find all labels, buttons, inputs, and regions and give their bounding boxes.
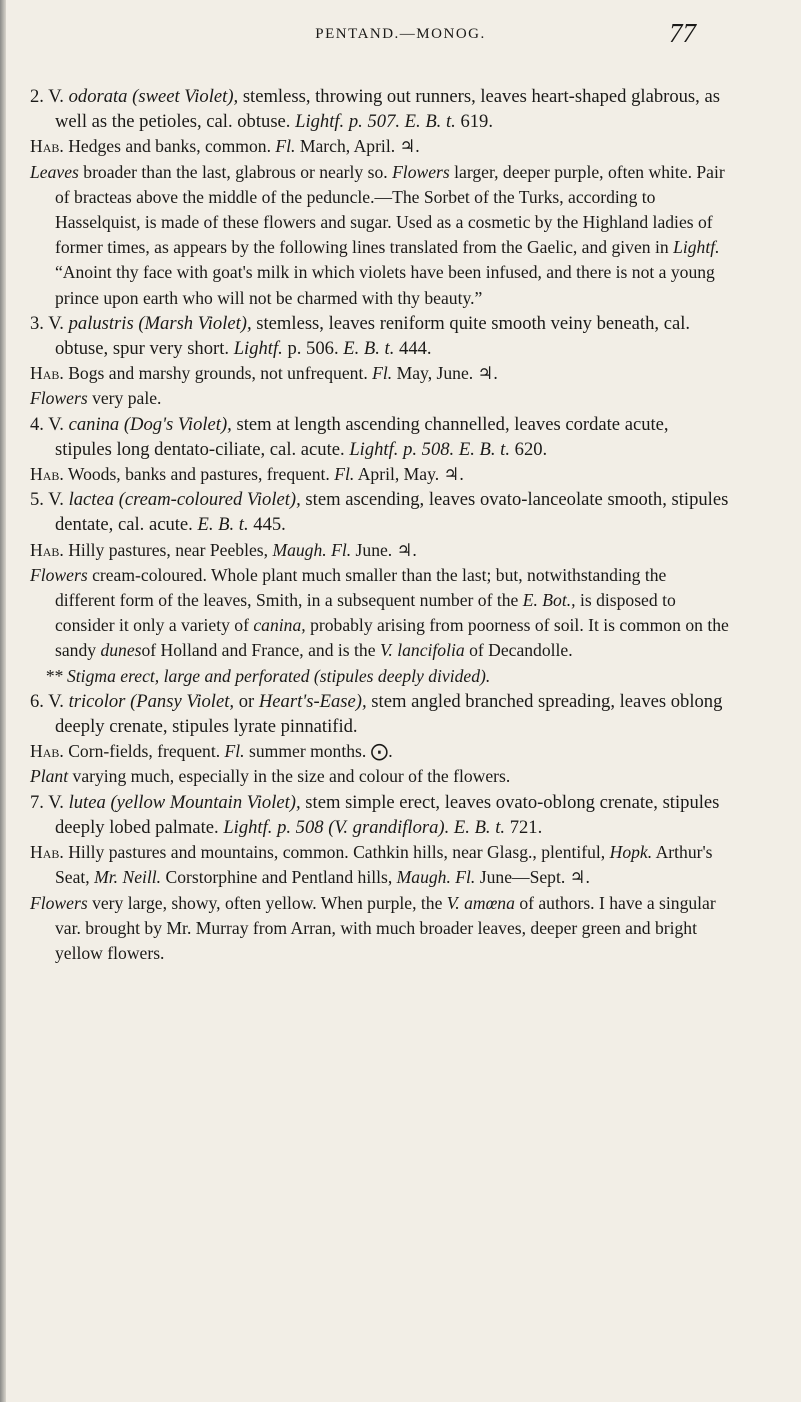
entry-viola-canina xyxy=(30,412,730,462)
common-name: (Pansy Violet, xyxy=(130,690,235,712)
reference-eb: E. B. t. xyxy=(453,816,506,838)
entry-number: 3. V. xyxy=(30,312,64,334)
flowering-label: Fl. xyxy=(372,363,393,384)
reference-eb: E. B. t. xyxy=(343,338,395,360)
entry-description: stem angled branched spreading, leaves oblong deeply crenate, stipules lyrate pinnatifid. xyxy=(55,690,723,738)
species-name: palustris xyxy=(68,312,134,334)
species-name: canina xyxy=(68,413,120,435)
note-text: broader than the last, glabrous or nearly so. xyxy=(83,161,388,182)
reference-eb-number: 721. xyxy=(509,816,543,838)
reference-author: Hopk. xyxy=(609,842,653,863)
species-name: lactea xyxy=(68,489,115,511)
entry-description: stemless, throwing out runners, leaves heart-shaped glabrous, as well as the petioles, cal. obtuse. xyxy=(55,86,720,133)
common-name: (Marsh Violet), xyxy=(138,312,252,334)
reference-page: p. 507. xyxy=(348,111,401,133)
habitat-tricolor xyxy=(30,739,730,764)
note-flowers-label: Flowers xyxy=(30,892,88,913)
note-text: very pale. xyxy=(92,388,162,409)
species-name: V. amœna xyxy=(446,892,515,913)
reference-eb: E. B. t. xyxy=(458,438,510,460)
reference-author: Lightf. xyxy=(673,237,720,258)
reference-eb: E. B. t. xyxy=(404,111,456,133)
entry-viola-odorata xyxy=(30,84,730,134)
page-number: 77 xyxy=(669,18,696,48)
habitat-text: Corn-fields, frequent. xyxy=(68,741,221,762)
note-lactea xyxy=(30,563,730,664)
reference-author: Mr. Neill. xyxy=(94,867,162,888)
flowering-label: Fl. xyxy=(334,464,355,485)
page-body xyxy=(30,84,730,966)
reference-eb: E. B. t. xyxy=(197,514,249,536)
reference-eb-number: 619. xyxy=(460,111,493,133)
habitat-label: Hab. xyxy=(30,464,64,485)
habitat-text: Hilly pastures and mountains, common. Cathkin hills, near Glasg., plentiful, xyxy=(68,842,606,863)
flowering-months: June. ♃. xyxy=(355,539,417,560)
reference-author: Lightf. xyxy=(349,438,399,460)
species-name: lutea xyxy=(68,791,106,813)
note-flowers-label: Flowers xyxy=(30,564,88,585)
reference-eb-number: 444. xyxy=(399,338,432,360)
note-quote: “Anoint thy face with goat's milk in which violets have been infused, and there is not a young prince upon earth who will not be charmed with thy beauty.” xyxy=(55,262,715,308)
habitat-text: Hilly pastures, near Peebles, xyxy=(68,539,269,560)
flowering-months: May, June. ♃. xyxy=(396,363,498,384)
entry-number: 5. V. xyxy=(30,489,64,511)
entry-viola-tricolor xyxy=(30,689,730,739)
page-header xyxy=(0,18,801,58)
habitat-label: Hab. xyxy=(30,539,64,560)
entry-description: stem simple erect, leaves ovato-oblong crenate, stipules deeply lobed palmate. xyxy=(55,791,720,838)
note-tricolor xyxy=(30,764,730,789)
note-lutea xyxy=(30,891,730,967)
entry-viola-lutea xyxy=(30,790,730,840)
reference-author: Lightf. xyxy=(295,111,345,133)
reference-author: Lightf. xyxy=(233,338,283,360)
note-text: varying much, especially in the size and colour of the flowers. xyxy=(72,766,511,787)
flowering-label: Fl. xyxy=(455,867,476,888)
reference-author: Maugh. xyxy=(272,539,327,560)
running-head: PENTAND.—MONOG. xyxy=(315,26,486,42)
habitat-lutea xyxy=(30,840,730,890)
flowering-label: Fl. xyxy=(331,539,352,560)
note-text: cream-coloured. Whole plant much smaller than the last; but, notwithstanding the different form of the leaves, Smith, in a subsequent number of the xyxy=(55,564,667,611)
section-heading: ** Stigma erect, large and perforated (stipules deeply divided). xyxy=(45,665,491,686)
entry-viola-palustris xyxy=(30,311,730,361)
entry-viola-lactea xyxy=(30,487,730,537)
note-text: probably arising from poorness of soil. It is common on the sandy xyxy=(55,615,729,661)
note-flowers-label: Flowers xyxy=(30,388,88,409)
reference-author: Lightf. xyxy=(223,816,273,838)
flowering-months: April, May. ♃. xyxy=(357,464,464,485)
flowering-months: June—Sept. ♃. xyxy=(479,867,590,888)
entry-number: 7. V. xyxy=(30,791,64,813)
entry-description: or xyxy=(238,690,255,712)
entry-number: 6. V. xyxy=(30,690,64,712)
reference-eb-number: 620. xyxy=(514,438,548,460)
habitat-text: Corstorphine and Pentland hills, xyxy=(165,867,393,888)
reference-page: p. 508 xyxy=(277,816,324,838)
habitat-text: Woods, banks and pastures, frequent. xyxy=(67,464,330,485)
flowering-label: Fl. xyxy=(224,741,245,762)
habitat-canina xyxy=(30,462,730,487)
habitat-lactea xyxy=(30,538,730,563)
species-name: canina, xyxy=(253,615,306,636)
habitat-label: Hab. xyxy=(30,363,64,384)
note-plant-label: Plant xyxy=(30,766,69,787)
habitat-text: Bogs and marshy grounds, not unfrequent. xyxy=(68,363,368,384)
entry-description: stem ascending, leaves ovato-lanceolate smooth, stipules dentate, cal. acute. xyxy=(55,489,729,536)
common-name: Heart's-Ease), xyxy=(258,690,367,712)
flowering-label: Fl. xyxy=(275,136,296,157)
flowering-months: summer months. ⨀. xyxy=(249,741,393,762)
page-gutter-shadow xyxy=(0,0,6,1402)
entry-description: stem at length ascending channelled, leaves cordate acute, stipules long dentato-ciliate, cal. acute. xyxy=(55,413,669,460)
note-text: is disposed to consider it only a variety of xyxy=(55,590,676,636)
reference-variety: (V. grandiflora). xyxy=(328,816,450,838)
note-emphasis: dunes xyxy=(100,640,142,661)
habitat-label: Hab. xyxy=(30,136,64,157)
reference-eb-number: 445. xyxy=(253,514,286,536)
entry-number: 2. V. xyxy=(30,86,64,107)
note-flowers-label: Flowers xyxy=(392,161,450,182)
reference-page: p. 506. xyxy=(287,338,339,360)
reference-author: Maugh. xyxy=(396,867,451,888)
note-text: larger, deeper purple, often white. Pair of bracteas above the middle of the peduncle.—The Sorbet of the Turks, according to Hasselquist, is made of these flowers and sugar. Used as a cosmetic by the Highland ladies of former times, as appears by the following lines translated from the Gaelic, and given in xyxy=(55,161,725,258)
note-text: of Decandolle. xyxy=(469,640,573,661)
note-leaves-label: Leaves xyxy=(30,161,79,182)
habitat-text: Hedges and banks, common. xyxy=(68,136,271,157)
species-name: odorata xyxy=(68,86,128,107)
common-name: (yellow Mountain Violet), xyxy=(110,791,301,813)
habitat-text: Arthur's Seat, xyxy=(55,842,713,888)
note-text: very large, showy, often yellow. When purple, the xyxy=(92,892,443,913)
habitat-label: Hab. xyxy=(30,842,64,863)
habitat-odorata xyxy=(30,134,730,159)
common-name: (Dog's Violet), xyxy=(123,413,232,435)
reference-page: p. 508. xyxy=(403,438,455,460)
note-text: of Holland and France, and is the xyxy=(141,640,376,661)
species-name: V. lancifolia xyxy=(379,640,465,661)
entry-number: 4. V. xyxy=(30,413,64,435)
note-odorata xyxy=(30,160,730,311)
species-name: tricolor xyxy=(68,690,126,712)
habitat-label: Hab. xyxy=(30,741,64,762)
entry-description: stemless, leaves reniform quite smooth veiny beneath, cal. obtuse, spur very short. xyxy=(55,312,691,360)
habitat-palustris xyxy=(30,361,730,386)
flowering-months: March, April. ♃. xyxy=(299,136,420,157)
common-name: (cream-coloured Violet), xyxy=(118,489,301,511)
reference-author: E. Bot., xyxy=(522,590,576,611)
note-palustris xyxy=(30,386,730,411)
note-text: of authors. I have a singular var. brought by Mr. Murray from Arran, with much broader leaves, deeper green and bright yellow flowers. xyxy=(55,892,716,963)
common-name: (sweet Violet), xyxy=(132,86,239,107)
